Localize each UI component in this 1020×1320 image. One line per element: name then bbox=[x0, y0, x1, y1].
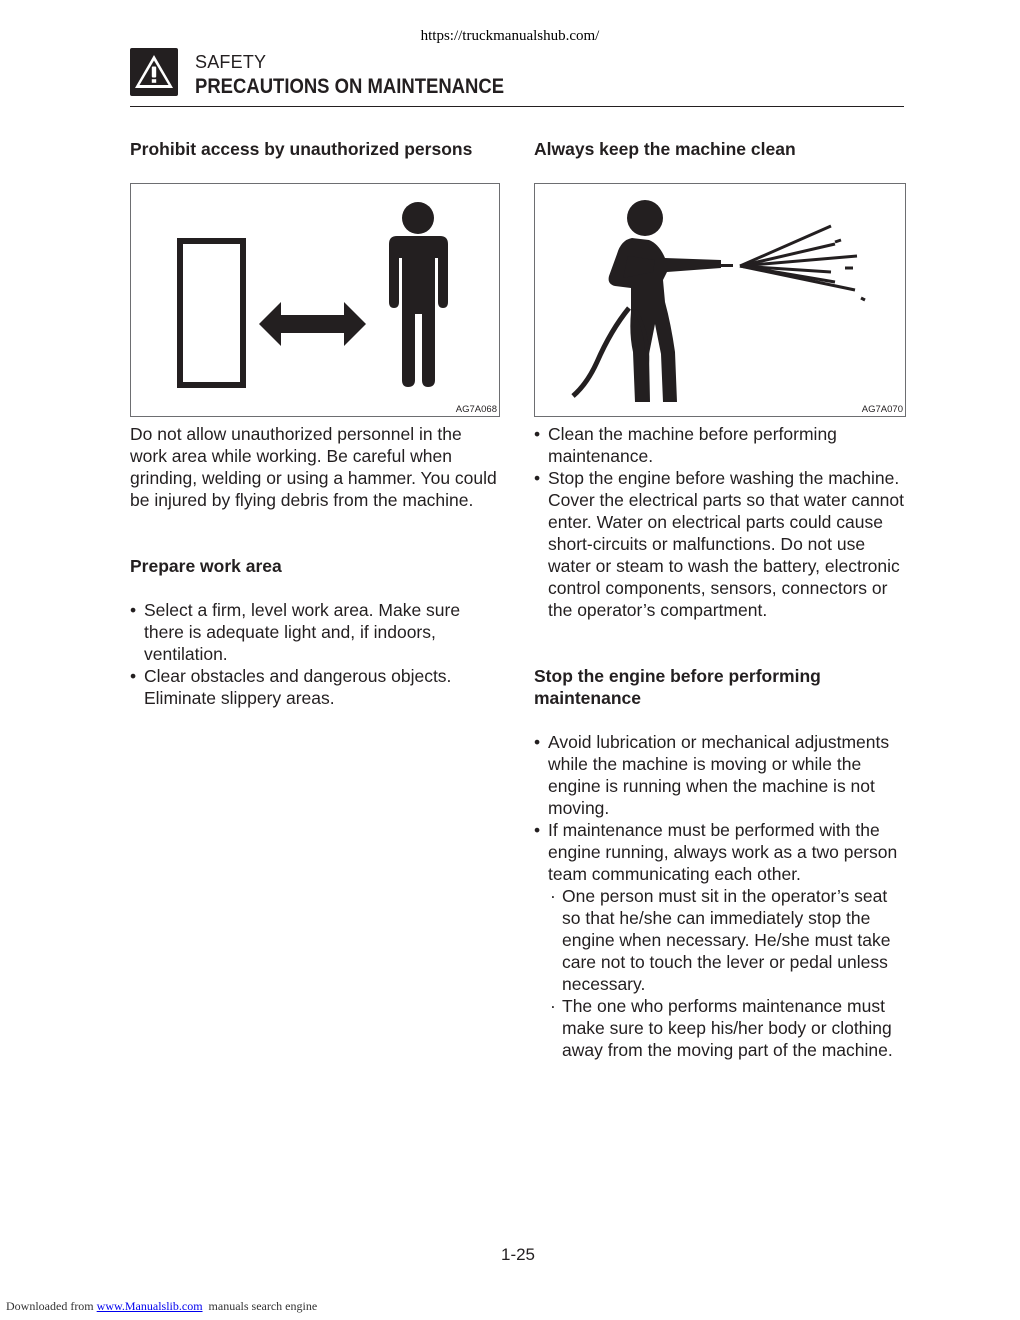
bullet-list-prepare bbox=[130, 599, 500, 709]
page-number: 1-25 bbox=[500, 1245, 536, 1264]
figure-code: AG7A070 bbox=[861, 404, 903, 415]
manualslib-link[interactable]: www.Manualslib.com bbox=[96, 1299, 203, 1313]
heading-unauthorized-access: Prohibit access by unauthorized persons bbox=[130, 139, 473, 159]
heading-stop-engine: Stop the engine before performing maintenance bbox=[534, 666, 821, 708]
watermark-url: https://truckmanualshub.com/ bbox=[420, 28, 600, 44]
list-item-text: If maintenance must be performed with the engine running, always work as a two person team communicating each other. bbox=[548, 820, 898, 884]
list-item: • Avoid lubrication or mechanical adjustments while the machine is moving or while the engine is running when the machine is not moving. bbox=[534, 731, 906, 819]
warning-triangle-icon bbox=[130, 48, 178, 96]
bullet-list-stop-engine bbox=[534, 731, 906, 1061]
sub-list-item: · One person must sit in the operator’s seat so that he/she can immediately stop the engine when necessary. He/she must take care not to touch the lever or pedal unless necessary. bbox=[548, 885, 906, 995]
section-label: SAFETY bbox=[195, 52, 267, 72]
footer-suffix: manuals search engine bbox=[202, 1299, 318, 1313]
paragraph-unauthorized: Do not allow unauthorized personnel in the work area while working. Be careful when grinding, welding or using a hammer. You could be injured by flying debris from the machine. bbox=[130, 424, 497, 510]
list-item: • Select a firm, level work area. Make sure there is adequate light and, if indoors, ventilation. bbox=[130, 599, 500, 665]
page-header bbox=[130, 48, 904, 107]
heading-prepare-work-area: Prepare work area bbox=[130, 556, 282, 576]
heading-keep-clean: Always keep the machine clean bbox=[534, 139, 796, 159]
left-column bbox=[130, 138, 500, 709]
sub-bullet-list bbox=[548, 885, 906, 1061]
list-item: • Clear obstacles and dangerous objects. Eliminate slippery areas. bbox=[130, 665, 500, 709]
figure-code: AG7A068 bbox=[455, 404, 497, 415]
figure-keep-clean bbox=[534, 183, 906, 417]
download-footer bbox=[6, 1299, 317, 1314]
figure-unauthorized-access bbox=[130, 183, 500, 417]
list-item: • Clean the machine before performing maintenance. bbox=[534, 423, 906, 467]
page-title: PRECAUTIONS ON MAINTENANCE bbox=[195, 75, 505, 98]
right-column bbox=[534, 138, 906, 1061]
sub-list-item: · The one who performs maintenance must make sure to keep his/her body or clothing away from the moving part of the machine. bbox=[548, 995, 906, 1061]
footer-prefix: Downloaded from bbox=[6, 1299, 97, 1313]
list-item: • Stop the engine before washing the machine. Cover the electrical parts so that water cannot enter. Water on electrical parts could cause short-circuits or malfunctions. Do not use water or steam to wash the battery, electronic control components, sensors, connectors or the operator’s compartment. bbox=[534, 467, 906, 621]
bullet-list-clean bbox=[534, 423, 906, 621]
unauthorized-person-access-icon bbox=[131, 184, 501, 418]
list-item bbox=[534, 819, 906, 1061]
pressure-washer-person-icon bbox=[535, 184, 905, 418]
